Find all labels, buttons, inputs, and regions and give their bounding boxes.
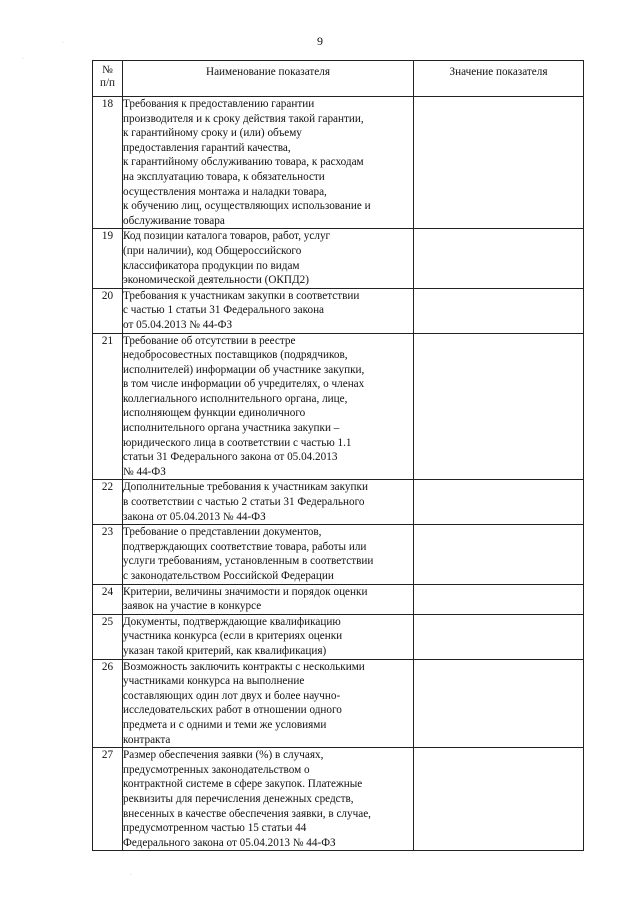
indicator-name-line: Требование об отсутствии в реестре <box>123 334 296 347</box>
indicator-name-line: юридического лица в соответствии с частью 1.1 <box>123 436 352 449</box>
indicator-value <box>414 584 584 614</box>
indicator-name-line: закона от 05.04.2013 № 44-ФЗ <box>123 510 266 523</box>
indicator-name-line: контракта <box>123 733 171 746</box>
header-number-line2: п/п <box>99 77 116 89</box>
indicator-name-line: от 05.04.2013 № 44-ФЗ <box>123 318 233 331</box>
indicator-name-line: исполнительного органа участника закупки – <box>123 422 340 435</box>
row-number: 19 <box>93 229 123 288</box>
indicator-name-line: осуществления монтажа и наладки товара, <box>123 185 327 198</box>
header-name-label: Наименование показателя <box>206 66 330 78</box>
indicator-name <box>123 525 414 584</box>
indicator-name-line: услуги требованиям, установленным в соответствии <box>123 555 374 568</box>
row-number: 27 <box>93 748 123 851</box>
indicator-name-line: исполняющем функции единоличного <box>123 407 306 420</box>
indicator-name-line: к гарантийному сроку и (или) объему <box>123 127 302 140</box>
indicator-name-line: Требования к участникам закупки в соответствии <box>123 289 360 302</box>
indicator-name <box>123 584 414 614</box>
indicator-name-line: исполнителей) информации об участнике закупки, <box>123 363 365 376</box>
indicator-name-line: Дополнительные требования к участникам закупки <box>123 481 368 494</box>
indicator-name-line: к обучению лиц, осуществляющих использование и <box>123 200 371 213</box>
row-number: 25 <box>93 614 123 659</box>
table-row <box>93 288 584 333</box>
indicator-name-line: экономической деятельности (ОКПД2) <box>123 274 309 287</box>
indicator-name-line: внесенных в качестве обеспечения заявки, в случае, <box>123 807 371 820</box>
indicators-table <box>92 60 584 851</box>
table-row <box>93 584 584 614</box>
indicator-value <box>414 97 584 229</box>
header-value-label: Значение показателя <box>449 66 548 78</box>
indicator-name-line: контрактной системе в сфере закупок. Платежные <box>123 778 363 791</box>
indicator-name-line: № 44-ФЗ <box>123 465 166 478</box>
scan-speck: · <box>62 40 64 46</box>
indicator-name-line: Критерии, величины значимости и порядок оценки <box>123 585 368 598</box>
indicator-value <box>414 333 584 480</box>
indicator-name <box>123 748 414 851</box>
indicator-name <box>123 659 414 748</box>
indicator-name-line: на эксплуатацию товара, к обязательности <box>123 170 325 183</box>
indicator-name-line: Документы, подтверждающие квалификацию <box>123 615 341 628</box>
indicator-value <box>414 229 584 288</box>
indicator-name-line: Код позиции каталога товаров, работ, услуг <box>123 230 331 243</box>
table-row <box>93 614 584 659</box>
indicator-name <box>123 480 414 525</box>
indicator-name-line: классификатора продукции по видам <box>123 259 300 272</box>
indicator-name-line: предмета и с одними и теми же условиями <box>123 718 327 731</box>
indicator-name <box>123 614 414 659</box>
page-number: 9 <box>317 34 323 48</box>
indicator-name-line: реквизиты для перечисления денежных средств, <box>123 792 354 805</box>
indicator-name-line: в соответствии с частью 2 статьи 31 Федерального <box>123 496 365 509</box>
indicator-value <box>414 748 584 851</box>
table-row <box>93 229 584 288</box>
indicator-value <box>414 288 584 333</box>
row-number: 20 <box>93 288 123 333</box>
indicator-name-line: коллегиального исполнительного органа, лице, <box>123 392 348 405</box>
indicator-name-line: участника конкурса (если в критериях оценки <box>123 630 343 643</box>
table-row <box>93 525 584 584</box>
row-number: 21 <box>93 333 123 480</box>
indicator-name-line: недобросовестных поставщиков (подрядчиков, <box>123 349 348 362</box>
indicator-value <box>414 614 584 659</box>
indicator-name-line: указан такой критерий, как квалификация) <box>123 644 327 657</box>
header-number <box>93 61 123 97</box>
indicator-name-line: производителя и к сроку действия такой гарантии, <box>123 112 364 125</box>
indicator-name-line: предусмотренном частью 15 статьи 44 <box>123 822 307 835</box>
row-number: 26 <box>93 659 123 748</box>
header-name <box>123 61 414 97</box>
indicator-name-line: (при наличии), код Общероссийского <box>123 244 302 257</box>
scan-speck: · <box>130 872 132 878</box>
indicator-name-line: Требование о представлении документов, <box>123 526 322 539</box>
indicator-name <box>123 333 414 480</box>
indicator-name-line: заявок на участие в конкурсе <box>123 600 262 613</box>
indicator-name-line: участниками конкурса на выполнение <box>123 675 305 688</box>
table-row <box>93 659 584 748</box>
indicator-name <box>123 288 414 333</box>
indicator-name-line: составляющих один лот двух и более научно- <box>123 689 341 702</box>
indicator-value <box>414 659 584 748</box>
table-row <box>93 333 584 480</box>
header-number-line1: № <box>102 64 113 76</box>
header-value <box>414 61 584 97</box>
scan-speck: · <box>22 56 24 62</box>
indicator-name-line: предусмотренных законодательством о <box>123 763 310 776</box>
indicator-name <box>123 229 414 288</box>
indicator-name <box>123 97 414 229</box>
row-number: 23 <box>93 525 123 584</box>
indicator-name-line: обслуживание товара <box>123 214 225 227</box>
row-number: 22 <box>93 480 123 525</box>
indicator-name-line: с частью 1 статьи 31 Федерального закона <box>123 304 325 317</box>
indicator-name-line: к гарантийному обслуживанию товара, к расходам <box>123 156 364 169</box>
indicator-name-line: Требования к предоставлению гарантии <box>123 98 315 110</box>
indicator-name-line: статьи 31 Федерального закона от 05.04.2013 <box>123 451 338 464</box>
indicator-name-line: предоставления гарантий качества, <box>123 141 291 154</box>
indicator-name-line: Возможность заключить контракты с несколькими <box>123 660 365 673</box>
row-number: 18 <box>93 97 123 229</box>
indicator-value <box>414 480 584 525</box>
indicator-name-line: подтверждающих соответствие товара, работы или <box>123 540 367 553</box>
indicator-name-line: Размер обеспечения заявки (%) в случаях, <box>123 749 324 762</box>
table-row <box>93 748 584 851</box>
table-row <box>93 97 584 229</box>
table-row <box>93 480 584 525</box>
row-number: 24 <box>93 584 123 614</box>
table-header-row <box>93 61 584 97</box>
indicator-name-line: в том числе информации об учредителях, о членах <box>123 378 365 391</box>
indicator-name-line: исследовательских работ в отношении одного <box>123 704 342 717</box>
indicator-value <box>414 525 584 584</box>
indicator-name-line: Федерального закона от 05.04.2013 № 44-ФЗ <box>123 836 336 849</box>
indicator-name-line: с законодательством Российской Федерации <box>123 570 334 582</box>
